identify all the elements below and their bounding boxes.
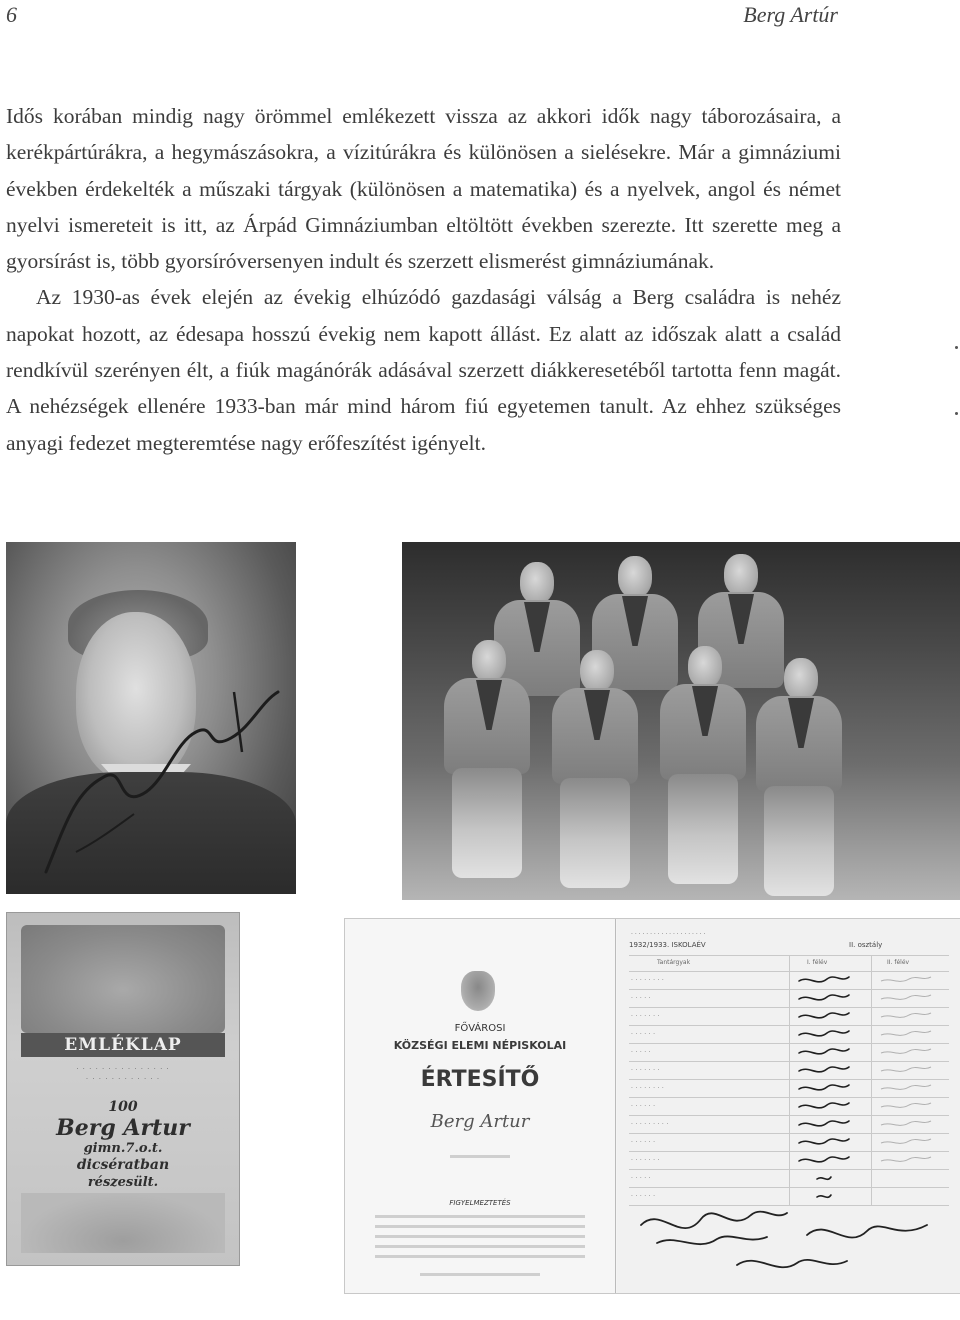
report-subjects-header: Tantárgyak — [657, 959, 691, 966]
diploma-class: gimn.7.o.t. — [83, 1141, 163, 1156]
report-col-2: II. félév — [887, 959, 910, 966]
report-card-image — [344, 918, 960, 1294]
report-school: KÖZSÉGI ELEMI NÉPISKOLAI — [393, 1039, 567, 1052]
report-school-year: 1932/1933. ISKOLAÉV — [629, 941, 706, 949]
report-title: ÉRTESÍTŐ — [420, 1067, 540, 1092]
report-class: II. osztály — [849, 941, 883, 949]
margin-dot — [955, 346, 958, 349]
diploma-illustration — [21, 925, 225, 1033]
grade-scrawls — [617, 919, 960, 1293]
diploma-image — [6, 912, 240, 1266]
page-number: 6 — [6, 2, 17, 27]
report-right-page: · · · · · · · · · · · · · · · · · · · · 1932/1933. ISKOLAÉV II. osztály Tantárgyak I. félév II. félév · · · · · · · · · · · · · · · · · · · · · · · · · · · · · · · · · · · · · · · · · · · · · · · · · · · · · · · · · · · · · · · · · · · · · · · · · · · · · · · · · · · · · — [617, 919, 960, 1293]
diploma-bottom-art — [21, 1193, 225, 1253]
portrait-photo — [6, 542, 296, 894]
group-photo — [402, 542, 960, 900]
crest-icon — [461, 971, 495, 1011]
diploma-name: Berg Artur — [56, 1115, 190, 1141]
diploma-fine-print: · · · · · · · · · · · · · · · — [76, 1065, 170, 1073]
diploma-fine-print: · · · · · · · · · · · · — [85, 1075, 161, 1083]
report-col-1: I. félév — [807, 959, 828, 966]
diploma-banner: EMLÉKLAP — [21, 1033, 225, 1057]
body-text — [6, 98, 841, 461]
report-left-page — [345, 919, 616, 1293]
paragraph-2: Az 1930-as évek elején az évekig elhúzódó gazdasági válság a Berg családra is nehéz napokat hozott, az édesapa hosszú évekig nem kapott állást. Ez alatt az időszak alatt a család rendkívül szerényen élt, a fiúk magánórák adásával szerzett diákkeresetéből tartotta fenn magát. A nehézségek ellenére 1933-ban már mind három fiú egyetemen tanult. Az ehhez szükséges anyagi fedezet megteremtése nagy erőfeszítést igényelt. — [6, 285, 841, 455]
diploma-number: 100 — [108, 1099, 138, 1115]
report-note-heading: FIGYELMEZTETÉS — [449, 1199, 511, 1207]
signature-scrawl — [6, 542, 296, 894]
margin-dot — [955, 412, 958, 415]
running-head: Berg Artúr — [743, 2, 838, 27]
paragraph-1: Idős korában mindig nagy örömmel emlékezett vissza az akkori idők nagy táborozásaira, a kerékpártúrákra, a hegymászásokra, a vízitúrákra és különösen a sielésekre. Már a gimnáziumi években érdekelték a műszaki tárgyak (különösen a matematika) és a nyelvek, angol és német nyelvi ismereteit is itt, az Árpád Gimnáziumban eltöltött években szerezte. Itt szerette meg a gyorsírást is, több gyorsíróversenyen indult és szerzett elismerést gimnáziumának. — [6, 104, 841, 274]
report-city: FŐVÁROSI — [454, 1023, 506, 1034]
diploma-praise: dicsératban — [76, 1157, 170, 1173]
diploma-received: részesült. — [87, 1175, 159, 1190]
report-name: Berg Artur — [430, 1111, 530, 1132]
